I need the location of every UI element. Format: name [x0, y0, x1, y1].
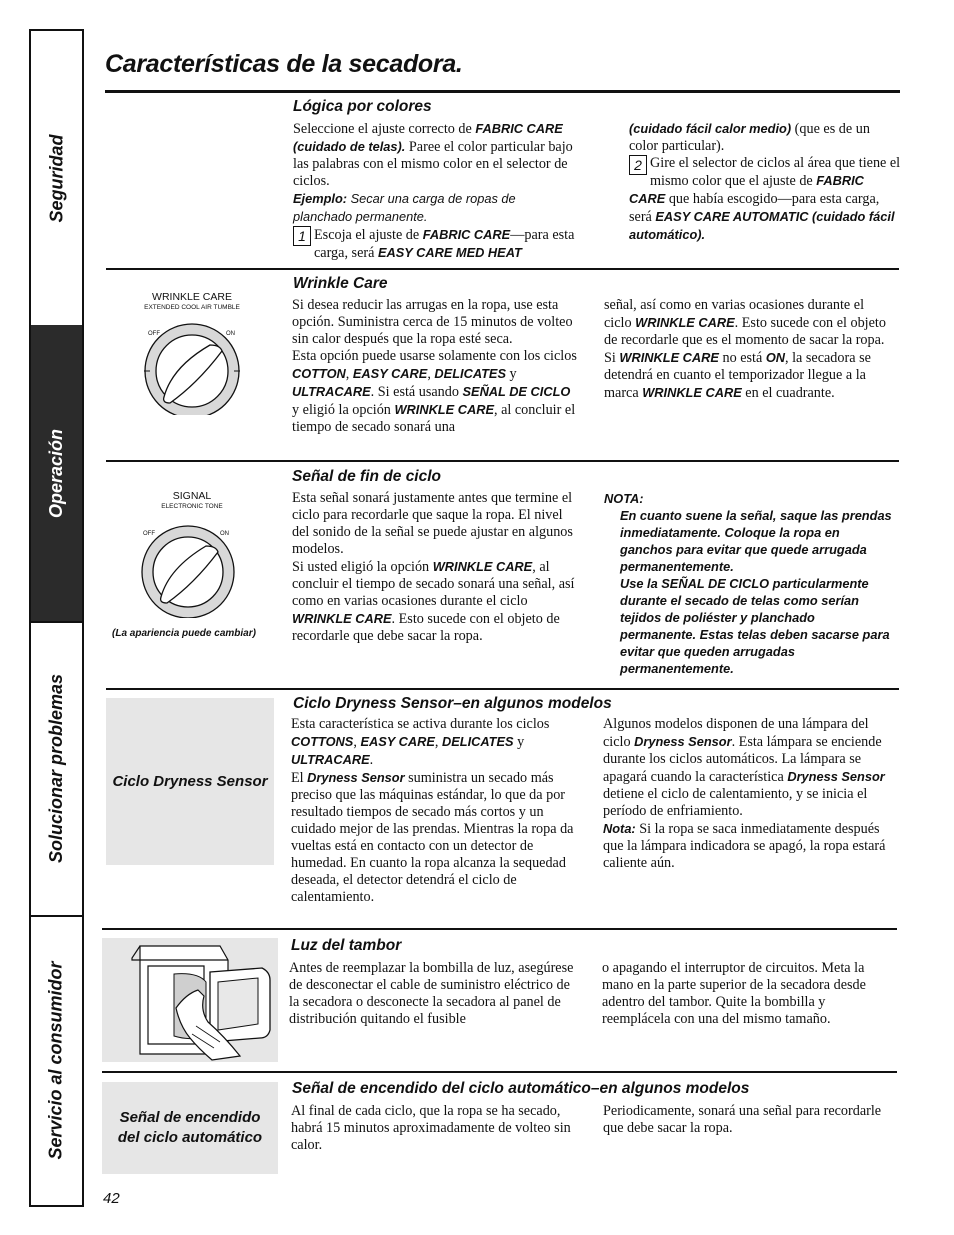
page-number: 42 [103, 1190, 120, 1207]
wrinkle-right-column: señal, así como en varias ocasiones durante el ciclo WRINKLE CARE. Esto sucede con el objeto de recordarle que es el momento de sacar la ropa. Si WRINKLE CARE no está ON, la secadora se detendrá en cuanto el temporizador llegue a la marca WRINKLE CARE en el cuadrante. [604, 297, 886, 401]
drum-light-illustration [102, 938, 278, 1062]
step-2-box: 2 [629, 155, 647, 175]
dryness-left-column: Esta característica se activa durante los ciclos COTTONS, EASY CARE, DELICATES y ULTRACARE. El Dryness Sensor suministra un secado más preciso que las máquinas estándar, lo que da por resultado tiempos de secado más cortos y un cuidado mejor de las prendas. Mientras la ropa da vueltas está en contacto con un detector de humedad. En cuanto la ropa alcanza la sequedad deseada, el detector detendrá el ciclo de calentamiento. [291, 716, 574, 905]
wrinkle-care-knob-illustration: WRINKLE CARE EXTENDED COOL AIR TUMBLE OFF ON [112, 285, 272, 415]
tab-seguridad[interactable]: Seguridad [31, 31, 82, 327]
luz-left-column: Antes de reemplazar la bombilla de luz, asegúrese de desconectar el cable de suministro eléctrico de la secadora o desconecte la secadora al panel de distribución quitando el fusible [289, 960, 574, 1027]
auto-left-column: Al final de cada ciclo, que la ropa se ha secado, habrá 15 minutos aproximadamente de volteo sin calor. [291, 1103, 571, 1153]
auto-right-column: Periodicamente, sonará una señal para recordarle que debe sacar la ropa. [603, 1103, 882, 1136]
tab-operacion[interactable]: Operación [31, 325, 82, 623]
dryness-right-column: Algunos modelos disponen de una lámpara del ciclo Dryness Sensor. Esta lámpara se enciende durante los ciclos automáticos. La lámpara se apagará cuando la característica Dryness Sensor detiene el ciclo de calentamiento, y se inicia el período de enfriamiento. Nota: Si la ropa se saca inmediatamente después que la lámpara indicadora se apagó, la ropa estará caliente aún. [603, 716, 886, 871]
dryness-sensor-label-box: Ciclo Dryness Sensor [106, 698, 274, 865]
section-heading-wrinkle: Wrinkle Care [293, 275, 388, 292]
logica-right-column: (cuidado fácil calor medio) (que es de un color particular). 2 Gire el selector de ciclos al área que tiene el mismo color que el ajuste de FABRIC CARE que había escogido—para esta carga, será EASY CARE AUTOMATIC (cuidado fácil automático). [629, 121, 901, 242]
dial-icon [112, 478, 272, 618]
logica-left-column: Seleccione el ajuste correcto de FABRIC CARE (cuidado de telas). Paree el color particular bajo las palabras con el mismo color en el selector de ciclos. Ejemplo: Secar una carga de ropas de planchado permanente. 1 Escoja el ajuste de FABRIC CARE—para esta carga, será EASY CARE MED HEAT [293, 121, 575, 261]
section-heading-logica: Lógica por colores [293, 98, 432, 115]
section-heading-dryness: Ciclo Dryness Sensor–en algunos modelos [293, 695, 612, 712]
dial-icon [112, 285, 272, 415]
appearance-caption: (La apariencia puede cambiar) [112, 628, 256, 639]
tab-servicio-consumidor[interactable]: Servicio al consumidor [46, 960, 66, 1160]
step-1-box: 1 [293, 226, 311, 246]
auto-signal-label-box: Señal de encendido del ciclo automático [102, 1082, 278, 1174]
section-divider [106, 688, 899, 690]
luz-right-column: o apagando el interruptor de circuitos. Meta la mano en la parte superior de la secadora desde adentro del tambor. Quite la bombilla y reemplácela con una del mismo tamaño. [602, 960, 866, 1027]
senal-note: NOTA: En cuanto suene la señal, saque las prendas inmediatamente. Coloque la ropa en ganchos para evitar que quede arrugada permanentemente. Use la SEÑAL DE CICLO particularmente durante el secado de telas como serían tejidos de poliéster y planchado permanente. Estas telas deben sacarse para evitar que queden arrugadas permanentemente. [604, 491, 892, 676]
section-divider [106, 268, 899, 270]
section-heading-auto: Señal de encendido del ciclo automático–en algunos modelos [292, 1080, 750, 1097]
dryer-hand-icon [102, 938, 278, 1062]
section-divider [102, 928, 897, 930]
wrinkle-left-column: Si desea reducir las arrugas en la ropa, use esta opción. Suministra cerca de 15 minutos de volteo sin calor después que la ropa esté seca. Esta opción puede usarse solamente con los ciclos COTTON, EASY CARE, DELICATES y ULTRACARE. Si está usando SEÑAL DE CICLO y eligió la opción WRINKLE CARE, al concluir el tiempo de secado sonará una [292, 297, 577, 435]
side-tabs [29, 29, 84, 1207]
tab-solucionar-problemas[interactable]: Solucionar problemas [31, 621, 82, 917]
section-heading-senal: Señal de fin de ciclo [292, 468, 442, 485]
section-heading-luz: Luz del tambor [291, 937, 402, 954]
section-divider [102, 1071, 897, 1073]
signal-knob-illustration: SIGNAL ELECTRONIC TONE OFF ON [112, 478, 272, 618]
section-divider [106, 460, 899, 462]
title-divider [105, 90, 900, 93]
page-title: Características de la secadora. [105, 50, 463, 78]
senal-left-column: Esta señal sonará justamente antes que termine el ciclo para recordarle que saque la ropa. El nivel del sonido de la señal se puede ajustar en algunos modelos. Si usted eligió la opción WRINKLE CARE, al concluir el tiempo de secado sonará una señal, así como en varias ocasiones durante el ciclo WRINKLE CARE. Esto sucede con el objeto de recordarle que debe sacar la ropa. [292, 490, 575, 644]
